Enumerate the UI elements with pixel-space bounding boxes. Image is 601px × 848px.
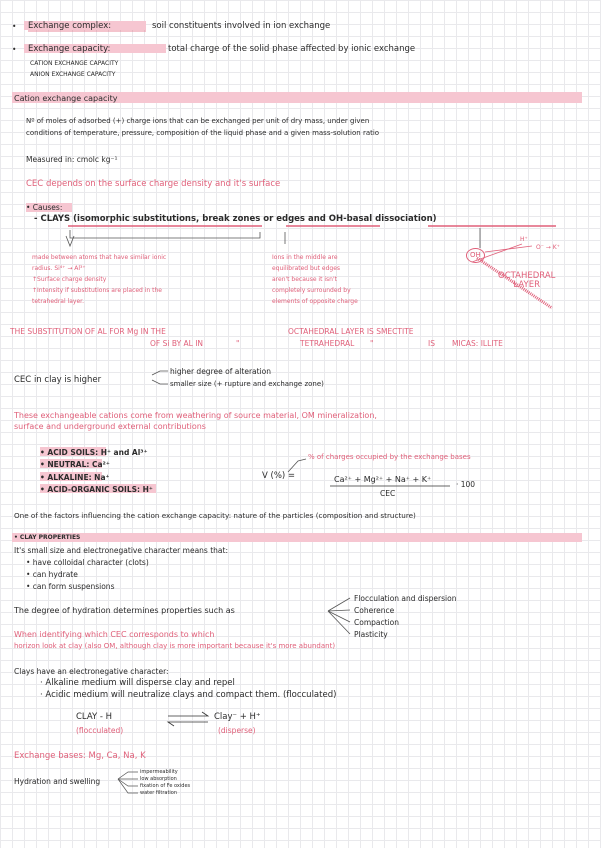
v-lhs: V (%) = [262,471,296,481]
eq-clay-h: CLAY - H [76,712,113,722]
h-plus: H⁺ [520,236,528,243]
hydration-degree: The degree of hydration determines properties such as [14,606,235,615]
edges-line4: completely surrounded by [272,287,351,294]
o-minus-k: O⁻ → K⁺ [536,244,560,251]
alkaline-medium: · Alkaline medium will disperse clay and repel [40,678,235,688]
ditto-mark: " [236,339,240,348]
hydra-impermeability: impermeability [140,769,178,775]
when-identifying-line2: horizon look at clay (also OM, although clay is more important because it's more abundant) [14,642,336,650]
v-note: % of charges occupied by the exchange bases [308,453,471,461]
exchange-complex-def: soil constituents involved in ion exchange [152,21,331,31]
cec-definition-line2: conditions of temperature, pressure, composition of the liquid phase and a given mass-solution ratio [26,129,380,137]
cec-clay-higher: CEC in clay is higher [14,375,102,385]
hydra-fixation: fixation of Fe oxides [140,783,191,789]
eq-clay-minus: Clay⁻ + H⁺ [214,712,261,722]
cations-origin-line1: These exchangeable cations come from weathering of source material, OM mineralization, [14,411,377,420]
smaller-size: smaller size (+ rupture and exchange zone) [170,380,324,388]
anion-exchange-capacity: ANION EXCHANGE CAPACITY [30,71,116,78]
clay-intro: It's small size and electronegative character means that: [14,546,228,555]
iso-line3: ↑Surface charge density [32,276,107,283]
substitution-line1-b: OCTAHEDRAL LAYER IS SMECTITE [288,327,414,336]
exchange-capacity-def: total charge of the solid phase affected by ionic exchange [168,44,416,54]
measured-in: Measured in: cmolc kg⁻¹ [26,155,118,164]
iso-line5: tetrahedral layer. [32,298,84,305]
neutral-soils: • NEUTRAL: Ca²⁺ [40,460,110,469]
substitution-line2-a: OF Si BY AL IN [150,339,204,348]
exchange-complex-title: Exchange complex: [28,21,112,31]
heading-highlight [12,533,582,542]
eq-disperse: (disperse) [218,726,256,735]
higher-alteration: higher degree of alteration [170,367,271,376]
cation-exchange-capacity: CATION EXCHANGE CAPACITY [30,60,119,67]
prop-coherence: Coherence [354,606,395,615]
alkaline-soils: • ALKALINE: Na⁺ [40,473,110,482]
v-multiplier: · 100 [456,480,476,489]
bullet: • [12,45,17,54]
prop-compaction: Compaction [354,618,399,627]
substitution-line1-a: THE SUBSTITUTION OF AL FOR Mg IN THE [10,327,166,336]
causes-label: • Causes: [26,203,63,212]
factors-line: One of the factors influencing the cation exchange capacity: nature of the particles (composition and structure) [14,511,416,520]
v-denominator: CEC [380,489,396,498]
exchange-bases: Exchange bases: Mg, Ca, Na, K [14,751,146,761]
edges-line2: equilibrated but edges [272,265,341,272]
causes-clays: - CLAYS (isomorphic substitutions, break zones or edges and OH-basal dissociation) [34,214,437,224]
acidic-medium: · Acidic medium will neutralize clays and compact them. (flocculated) [40,690,337,700]
exchange-capacity-title: Exchange capacity: [28,44,111,54]
prop-colloidal: • have colloidal character (clots) [26,558,149,567]
substitution-line2-b: TETRAHEDRAL [300,339,355,348]
bullet: • [12,22,17,31]
edges-line5: elements of opposite charge [272,298,358,305]
cec-depends: CEC depends on the surface charge density and it's surface [26,179,281,189]
cec-definition-line1: Nº of moles of adsorbed (+) charge ions that can be exchanged per unit of dry mass, under given [26,117,370,125]
iso-line1: made between atoms that have similar ionic [32,254,167,261]
v-numerator: Ca²⁺ + Mg²⁺ + Na⁺ + K⁺ [334,475,432,484]
electronegative: Clays have an electronegative character: [14,667,169,676]
hydration-swelling: Hydration and swelling [14,777,101,786]
substitution-line2-c: MICAS: ILLITE [452,339,503,348]
iso-line4: ↑Intensity if substitutions are placed in the [32,287,162,294]
eq-flocculated: (flocculated) [76,726,124,735]
prop-plasticity: Plasticity [354,630,388,639]
hydra-low-absorption: low absorption [140,776,177,782]
prop-suspensions: • can form suspensions [26,582,115,591]
ditto-mark: " [370,339,374,348]
substitution-line2-is: IS [428,339,435,348]
acid-soils: • ACID SOILS: H⁺ and Al³⁺ [40,448,148,457]
when-identifying-line1: When identifying which CEC corresponds to which [14,630,215,639]
acid-organic-soils: • ACID-ORGANIC SOILS: H⁺ [40,485,153,494]
cations-origin-line2: surface and underground external contributions [14,422,206,431]
edges-line1: Ions in the middle are [272,254,338,261]
prop-hydrate: • can hydrate [26,570,78,579]
cec-heading: Cation exchange capacity [14,94,118,103]
oh-circle: OH [466,248,485,263]
clay-properties-heading: • CLAY PROPERTIES [14,534,81,541]
iso-line2: radius. Si⁴⁺ → Al³⁺ [32,265,86,272]
hydra-filtration: water filtration [140,790,178,796]
octahedral-layer: OCTAHEDRAL LAYER [498,271,556,290]
edges-line3: aren't because it isn't [272,276,337,283]
prop-flocculation: Flocculation and dispersion [354,594,457,603]
